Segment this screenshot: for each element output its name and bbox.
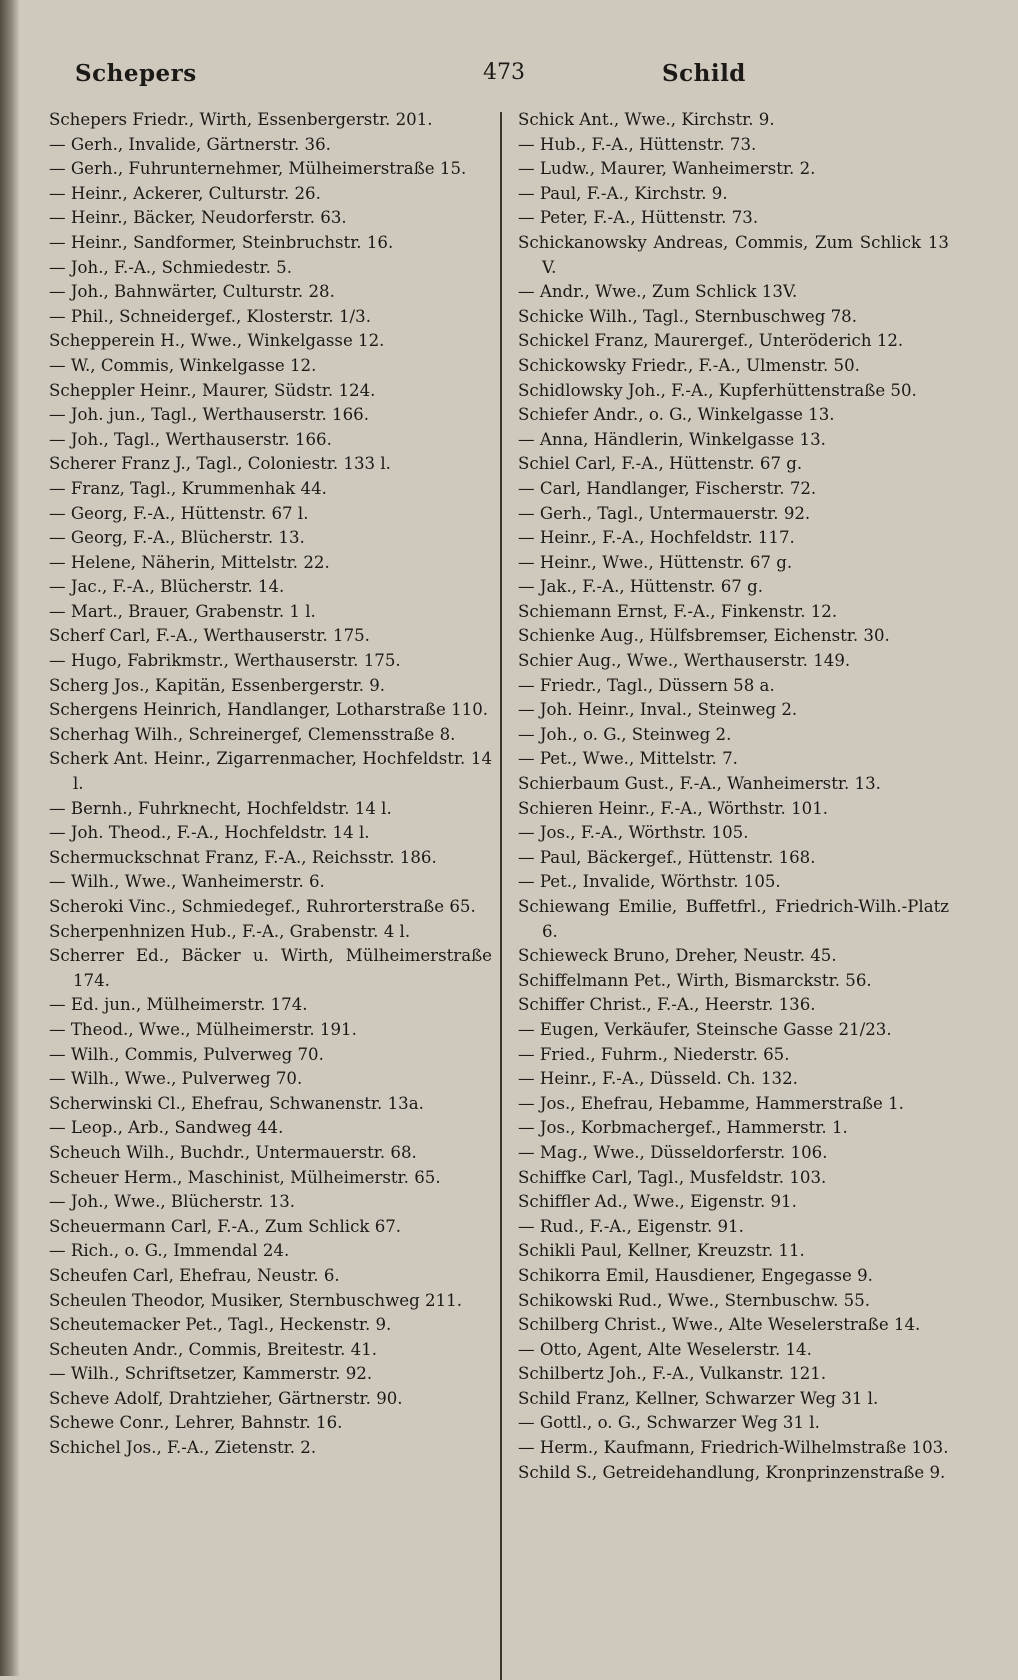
- directory-entry: — Hugo, Fabrikmstr., Werthauserstr. 175.: [49, 651, 401, 671]
- directory-entry: Schidlowsky Joh., F.-A., Kupferhüttenstraße 50.: [518, 380, 917, 400]
- directory-entry: Scherrer Ed., Bäcker u. Wirth, Mülheimerstraße 174.: [49, 946, 492, 990]
- directory-entry: — Joh., Bahnwärter, Culturstr. 28.: [49, 282, 335, 302]
- directory-entry: — Wilh., Wwe., Pulverweg 70.: [49, 1069, 303, 1089]
- directory-entry: — Carl, Handlanger, Fischerstr. 72.: [518, 478, 817, 498]
- directory-entry: — Helene, Näherin, Mittelstr. 22.: [49, 552, 330, 572]
- directory-entry: Scherpenhnizen Hub., F.-A., Grabenstr. 4 l.: [49, 921, 411, 941]
- directory-entry: Schieren Heinr., F.-A., Wörthstr. 101.: [518, 798, 829, 818]
- directory-entry: Schiffer Christ., F.-A., Heerstr. 136.: [518, 995, 816, 1015]
- directory-entry: Scherhag Wilh., Schreinergef, Clemensstraße 8.: [49, 724, 456, 744]
- header-left-keyword: Schepers: [75, 60, 197, 87]
- directory-entry: Scheve Adolf, Drahtzieher, Gärtnerstr. 90.: [49, 1388, 403, 1408]
- directory-entry: — Bernh., Fuhrknecht, Hochfeldstr. 14 l.: [49, 798, 392, 818]
- directory-entry: — Anna, Händlerin, Winkelgasse 13.: [518, 429, 826, 449]
- directory-entry: Schiffler Ad., Wwe., Eigenstr. 91.: [518, 1192, 797, 1212]
- directory-entry: — Heinr., Ackerer, Culturstr. 26.: [49, 183, 321, 203]
- directory-entry: Schermuckschnat Franz, F.-A., Reichsstr. 186.: [49, 847, 437, 867]
- directory-entry: Schienke Aug., Hülfsbremser, Eichenstr. 30.: [518, 626, 890, 646]
- directory-entry: Scheulen Theodor, Musiker, Sternbuschweg 211.: [49, 1290, 462, 1310]
- directory-entry: — Joh., Wwe., Blücherstr. 13.: [49, 1192, 296, 1212]
- directory-entry: Schichel Jos., F.-A., Zietenstr. 2.: [49, 1438, 317, 1458]
- directory-entry: — Joh. Theod., F.-A., Hochfeldstr. 14 l.: [49, 823, 370, 843]
- column-divider: [500, 112, 502, 1680]
- directory-entry: — Joh., o. G., Steinweg 2.: [518, 724, 732, 744]
- directory-entry: — Joh., Tagl., Werthauserstr. 166.: [49, 429, 332, 449]
- directory-entry: Schicke Wilh., Tagl., Sternbuschweg 78.: [518, 306, 858, 326]
- directory-entry: Schergens Heinrich, Handlanger, Lotharstraße 110.: [49, 700, 489, 720]
- directory-entry: — Rud., F.-A., Eigenstr. 91.: [518, 1216, 744, 1236]
- directory-entry: — Leop., Arb., Sandweg 44.: [49, 1118, 284, 1138]
- directory-entry: — Pet., Invalide, Wörthstr. 105.: [518, 872, 781, 892]
- directory-entry: — Heinr., F.-A., Hochfeldstr. 117.: [518, 528, 795, 548]
- directory-entry: — Jos., Korbmachergef., Hammerstr. 1.: [518, 1118, 848, 1138]
- directory-entry: Schepers Friedr., Wirth, Essenbergerstr. 201.: [49, 110, 433, 129]
- directory-entry: Schierbaum Gust., F.-A., Wanheimerstr. 13.: [518, 774, 881, 794]
- directory-entry: Schick Ant., Wwe., Kirchstr. 9.: [518, 110, 775, 129]
- directory-entry: — Mart., Brauer, Grabenstr. 1 l.: [49, 601, 316, 621]
- directory-entry: Scheppler Heinr., Maurer, Südstr. 124.: [49, 380, 376, 400]
- directory-entry: — Phil., Schneidergef., Klosterstr. 1/3.: [49, 306, 371, 326]
- right-column: [518, 108, 949, 1485]
- directory-entry: Schild Franz, Kellner, Schwarzer Weg 31 l.: [518, 1388, 879, 1408]
- directory-entry: Schikorra Emil, Hausdiener, Engegasse 9.: [518, 1265, 873, 1285]
- directory-entry: Scheuer Herm., Maschinist, Mülheimerstr. 65.: [49, 1167, 441, 1187]
- book-spine-shadow: [0, 0, 20, 1676]
- directory-entry: — Jak., F.-A., Hüttenstr. 67 g.: [518, 577, 764, 597]
- directory-entry: — Eugen, Verkäufer, Steinsche Gasse 21/23.: [518, 1019, 892, 1039]
- directory-entry: — Herm., Kaufmann, Friedrich-Wilhelmstraße 103.: [518, 1438, 949, 1458]
- directory-entry: — Theod., Wwe., Mülheimerstr. 191.: [49, 1019, 357, 1039]
- directory-entry: — Paul, Bäckergef., Hüttenstr. 168.: [518, 847, 816, 867]
- directory-entry: Scherf Carl, F.-A., Werthauserstr. 175.: [49, 626, 370, 646]
- directory-entry: — Friedr., Tagl., Düssern 58 a.: [518, 675, 775, 695]
- page-number: 473: [483, 60, 525, 85]
- directory-entry: Scheufen Carl, Ehefrau, Neustr. 6.: [49, 1265, 340, 1285]
- directory-entry: Schikli Paul, Kellner, Kreuzstr. 11.: [518, 1241, 805, 1261]
- directory-entry: — Pet., Wwe., Mittelstr. 7.: [518, 749, 738, 769]
- directory-entry: Schikowski Rud., Wwe., Sternbuschw. 55.: [518, 1290, 871, 1310]
- directory-entry: Schiewang Emilie, Buffetfrl., Friedrich-Wilh.-Platz 6.: [518, 897, 949, 941]
- directory-entry: — Ludw., Maurer, Wanheimerstr. 2.: [518, 159, 816, 179]
- directory-entry: — Fried., Fuhrm., Niederstr. 65.: [518, 1044, 790, 1064]
- directory-entry: — Georg, F.-A., Hüttenstr. 67 l.: [49, 503, 309, 523]
- directory-entry: — Heinr., Bäcker, Neudorferstr. 63.: [49, 208, 347, 228]
- directory-entry: Schiefer Andr., o. G., Winkelgasse 13.: [518, 405, 835, 425]
- directory-entry: — Gerh., Invalide, Gärtnerstr. 36.: [49, 134, 331, 154]
- directory-entry: — Peter, F.-A., Hüttenstr. 73.: [518, 208, 759, 228]
- directory-entry: Schepperein H., Wwe., Winkelgasse 12.: [49, 331, 385, 351]
- directory-entry: Scheroki Vinc., Schmiedegef., Ruhrorterstraße 65.: [49, 897, 476, 916]
- directory-entry: Scherg Jos., Kapitän, Essenbergerstr. 9.: [49, 675, 386, 695]
- directory-entry: Scheuermann Carl, F.-A., Zum Schlick 67.: [49, 1216, 402, 1236]
- directory-entry: Schier Aug., Wwe., Werthauserstr. 149.: [518, 651, 851, 671]
- directory-entry: — Joh., F.-A., Schmiedestr. 5.: [49, 257, 292, 277]
- directory-entry: — Wilh., Schriftsetzer, Kammerstr. 92.: [49, 1364, 373, 1384]
- directory-entry: — Wilh., Wwe., Wanheimerstr. 6.: [49, 872, 325, 892]
- directory-entry: — Franz, Tagl., Krummenhak 44.: [49, 478, 327, 498]
- directory-entry: Scherer Franz J., Tagl., Coloniestr. 133 l.: [49, 454, 391, 474]
- left-column: [49, 108, 492, 1461]
- directory-entry: Schiel Carl, F.-A., Hüttenstr. 67 g.: [518, 454, 803, 474]
- directory-entry: — Joh. Heinr., Inval., Steinweg 2.: [518, 700, 798, 720]
- directory-entry: — Gottl., o. G., Schwarzer Weg 31 l.: [518, 1413, 820, 1433]
- directory-entry: — Heinr., Sandformer, Steinbruchstr. 16.: [49, 232, 394, 252]
- directory-entry: Schiffke Carl, Tagl., Musfeldstr. 103.: [518, 1167, 827, 1187]
- directory-entry: — Jac., F.-A., Blücherstr. 14.: [49, 577, 285, 597]
- directory-entry: Schild S., Getreidehandlung, Kronprinzenstraße 9.: [518, 1462, 946, 1482]
- directory-entry: — Rich., o. G., Immendal 24.: [49, 1241, 290, 1261]
- directory-entry: — Gerh., Tagl., Untermauerstr. 92.: [518, 503, 811, 523]
- directory-entry: — Andr., Wwe., Zum Schlick 13V.: [518, 282, 798, 302]
- directory-entry: Schickanowsky Andreas, Commis, Zum Schlick 13 V.: [518, 232, 949, 277]
- directory-entry: — Paul, F.-A., Kirchstr. 9.: [518, 183, 728, 203]
- directory-entry: Schiffelmann Pet., Wirth, Bismarckstr. 56.: [518, 970, 872, 990]
- directory-entry: Scherwinski Cl., Ehefrau, Schwanenstr. 13a.: [49, 1093, 424, 1113]
- directory-entry: — Heinr., F.-A., Düsseld. Ch. 132.: [518, 1069, 798, 1089]
- directory-entry: Schewe Conr., Lehrer, Bahnstr. 16.: [49, 1413, 343, 1433]
- directory-entry: Schiemann Ernst, F.-A., Finkenstr. 12.: [518, 601, 838, 621]
- directory-entry: Scheuten Andr., Commis, Breitestr. 41.: [49, 1339, 378, 1359]
- header-right-keyword: Schild: [662, 60, 746, 87]
- directory-entry: — Hub., F.-A., Hüttenstr. 73.: [518, 134, 757, 154]
- directory-entry: — Wilh., Commis, Pulverweg 70.: [49, 1044, 324, 1064]
- directory-entry: Schieweck Bruno, Dreher, Neustr. 45.: [518, 946, 837, 966]
- directory-entry: — Gerh., Fuhrunternehmer, Mülheimerstraße 15.: [49, 159, 467, 179]
- directory-entry: — Heinr., Wwe., Hüttenstr. 67 g.: [518, 552, 793, 572]
- directory-entry: Scheutemacker Pet., Tagl., Heckenstr. 9.: [49, 1315, 392, 1335]
- directory-entry: — Georg, F.-A., Blücherstr. 13.: [49, 528, 305, 548]
- directory-entry: — Jos., F.-A., Wörthstr. 105.: [518, 823, 749, 843]
- directory-entry: Scherk Ant. Heinr., Zigarrenmacher, Hochfeldstr. 14 l.: [49, 749, 492, 794]
- directory-entry: Scheuch Wilh., Buchdr., Untermauerstr. 68.: [49, 1142, 417, 1162]
- directory-entry: — Joh. jun., Tagl., Werthauserstr. 166.: [49, 405, 369, 425]
- directory-entry: — W., Commis, Winkelgasse 12.: [49, 355, 317, 375]
- page-header: [20, 60, 1018, 96]
- directory-entry: Schilbertz Joh., F.-A., Vulkanstr. 121.: [518, 1364, 827, 1384]
- directory-entry: Schickowsky Friedr., F.-A., Ulmenstr. 50.: [518, 355, 860, 375]
- directory-entry: — Mag., Wwe., Düsseldorferstr. 106.: [518, 1142, 828, 1162]
- directory-entry: — Jos., Ehefrau, Hebamme, Hammerstraße 1.: [518, 1093, 904, 1113]
- directory-entry: — Ed. jun., Mülheimerstr. 174.: [49, 995, 308, 1015]
- directory-entry: Schilberg Christ., Wwe., Alte Weselerstraße 14.: [518, 1315, 921, 1335]
- directory-entry: Schickel Franz, Maurergef., Unteröderich 12.: [518, 331, 904, 351]
- directory-entry: — Otto, Agent, Alte Weselerstr. 14.: [518, 1339, 812, 1359]
